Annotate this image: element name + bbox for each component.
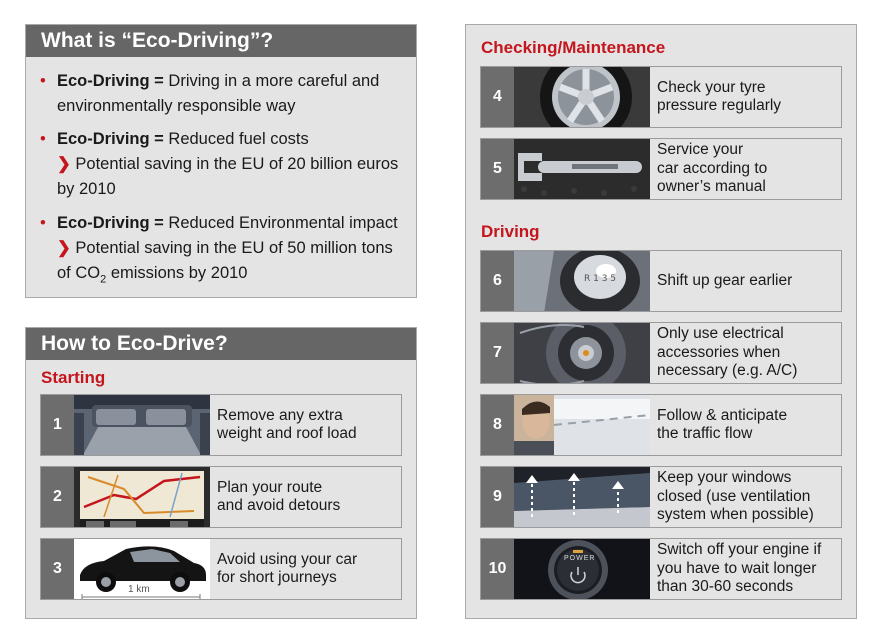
bullet-lead: Eco-Driving = <box>57 72 164 90</box>
bullet-text: Reduced Environmental impact <box>163 214 398 232</box>
tip-text: Follow & anticipate the traffic flow <box>657 406 788 442</box>
chevron-right-icon: ❯ <box>57 239 71 257</box>
how-to-eco-drive-panel <box>25 327 417 619</box>
tip-number: 9 <box>481 467 514 527</box>
tip-8 <box>480 394 842 456</box>
bullet-3 <box>40 211 410 292</box>
tip-text: Keep your windows closed (use ventilation system when possible) <box>657 469 814 524</box>
chevron-right-icon: ❯ <box>57 155 71 173</box>
alloy-wheel-icon <box>514 67 650 127</box>
tip-1 <box>40 394 402 456</box>
tip-text: Service your car according to owner’s manual <box>657 141 768 196</box>
tip-text: Switch off your engine if you have to wait longer than 30-60 seconds <box>657 541 822 596</box>
bullet-text: Reduced fuel costs <box>163 130 309 148</box>
tip-text: Only use electrical accessories when necessary (e.g. A/C) <box>657 325 798 380</box>
car-boot-interior-icon <box>74 395 210 455</box>
navigation-map-icon <box>74 467 210 527</box>
tip-text: Check your tyre pressure regularly <box>657 78 782 114</box>
bullet-2 <box>40 127 410 202</box>
bullet-dot: • <box>40 130 46 148</box>
tip-4 <box>480 66 842 128</box>
tip-number: 4 <box>481 67 514 127</box>
bullet-arrow-text: Potential saving in the EU of 50 million tons of CO <box>57 239 393 282</box>
tip-text: Plan your route and avoid detours <box>217 478 341 514</box>
ac-control-icon <box>514 323 650 383</box>
tip-6 <box>480 250 842 312</box>
bullet-lead: Eco-Driving = <box>57 214 164 232</box>
power-caption: POWER <box>564 555 596 562</box>
section-title-starting: Starting <box>41 368 106 387</box>
bullet-arrow-text: Potential saving in the EU of 20 billion euros by 2010 <box>57 155 399 198</box>
bullet-lead: Eco-Driving = <box>57 130 164 148</box>
panel-header: How to Eco-Drive? <box>26 328 416 360</box>
subscript-2: 2 <box>100 273 107 286</box>
maintenance-driving-panel <box>465 24 857 619</box>
panel-header: What is “Eco-Driving”? <box>26 25 416 57</box>
tip-text: Remove any extra weight and roof load <box>217 406 357 442</box>
bullet-dot: • <box>40 72 46 90</box>
tip-7 <box>480 322 842 384</box>
wrench-icon <box>514 139 650 199</box>
car-windows-icon <box>514 467 650 527</box>
tip-number: 8 <box>481 395 514 455</box>
tip-text: Shift up gear earlier <box>657 271 793 289</box>
tip-number: 2 <box>41 467 74 527</box>
tip-number: 7 <box>481 323 514 383</box>
tip-3 <box>40 538 402 600</box>
section-title-driving: Driving <box>481 222 540 241</box>
what-is-eco-driving-panel <box>25 24 417 298</box>
power-button-icon <box>514 539 650 599</box>
tip-5 <box>480 138 842 200</box>
bullet-tail: emissions by 2010 <box>106 264 248 282</box>
tip-number: 5 <box>481 139 514 199</box>
section-title-checking: Checking/Maintenance <box>481 38 666 57</box>
bullet-text: Driving in a more careful and environmentally responsible way <box>57 72 380 115</box>
driver-icon <box>514 395 650 455</box>
tip-number: 3 <box>41 539 74 599</box>
tip-2 <box>40 466 402 528</box>
tip-number: 1 <box>41 395 74 455</box>
tip-10 <box>480 538 842 600</box>
tip-number: 10 <box>481 539 514 599</box>
bullet-dot: • <box>40 214 46 232</box>
distance-caption: 1 km <box>128 584 150 595</box>
gear-pattern: R 1 3 5 <box>584 274 617 284</box>
bullet-1 <box>40 69 410 119</box>
tip-number: 6 <box>481 251 514 311</box>
car-side-icon <box>74 539 210 599</box>
gear-shift-icon <box>514 251 650 311</box>
tip-text: Avoid using your car for short journeys <box>217 550 358 586</box>
tip-9 <box>480 466 842 528</box>
